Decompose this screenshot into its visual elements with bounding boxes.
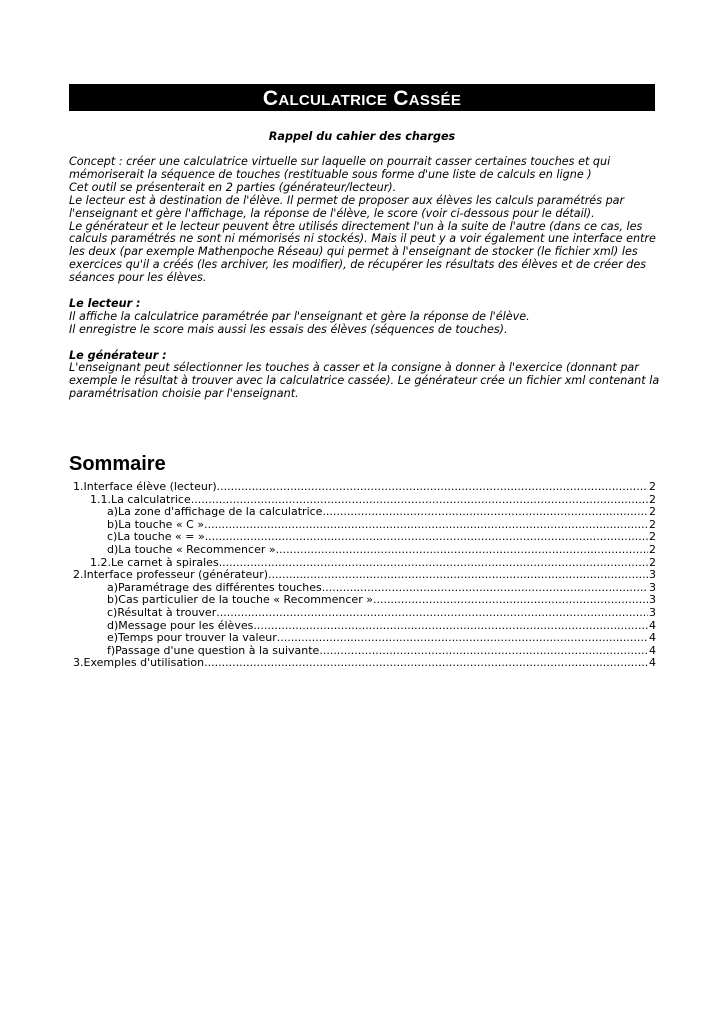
generateur-line: exemple le résultat à trouver avec la calculatrice cassée). Le générateur crée un fichier xml contenant la bbox=[69, 374, 660, 388]
toc-entry[interactable] bbox=[69, 657, 656, 670]
toc-entry[interactable] bbox=[69, 506, 656, 519]
document-title: Calculatrice Cassée bbox=[69, 84, 655, 111]
concept-line: calculs paramétrés ne sont ni mémorisés ni stockés). Mais il peut y a voir également une interface entre bbox=[69, 232, 656, 246]
concept-line: séances pour les élèves. bbox=[69, 271, 207, 285]
document-subtitle: Rappel du cahier des charges bbox=[268, 130, 456, 143]
toc-leader-dots bbox=[253, 620, 648, 633]
concept-line: Concept : créer une calculatrice virtuelle sur laquelle on pourrait casser certaines touches et qui bbox=[69, 155, 611, 168]
toc-page-number: 4 bbox=[649, 631, 656, 645]
toc-page-number: 4 bbox=[649, 643, 656, 657]
toc-entry-title: c)La touche « = » bbox=[107, 530, 205, 544]
toc-entry-title: 1.1.La calculatrice bbox=[90, 492, 191, 506]
toc-page-number: 2 bbox=[649, 480, 656, 493]
toc-page-number: 2 bbox=[649, 517, 656, 531]
toc-leader-dots bbox=[268, 569, 648, 582]
paragraph-spacer bbox=[69, 337, 661, 350]
toc-leader-dots bbox=[319, 645, 648, 658]
paragraph-spacer bbox=[69, 285, 661, 298]
toc-page-number: 2 bbox=[649, 555, 656, 569]
generateur-line: paramétrisation choisie par l'enseignant. bbox=[69, 387, 299, 401]
toc-entry-title: a)La zone d'affichage de la calculatrice bbox=[107, 505, 323, 519]
toc-entry-title: f)Passage d'une question à la suivante bbox=[107, 643, 320, 657]
concept-line: Cet outil se présenterait en 2 parties (générateur/lecteur). bbox=[69, 180, 397, 194]
toc-entry-title: b)Cas particulier de la touche « Recommencer » bbox=[107, 593, 373, 607]
generateur-line: L'enseignant peut sélectionner les touches à casser et la consigne à donner à l'exercice (donnant par bbox=[69, 361, 639, 375]
lecteur-heading: Le lecteur : bbox=[69, 296, 141, 310]
toc-page-number: 3 bbox=[649, 605, 656, 619]
table-of-contents bbox=[69, 481, 656, 670]
toc-entry-title: 2.Interface professeur (générateur) bbox=[73, 568, 269, 582]
toc-entry-title: d)La touche « Recommencer » bbox=[107, 542, 276, 556]
lecteur-line: Il enregistre le score mais aussi les essais des élèves (séquences de touches). bbox=[69, 322, 508, 336]
toc-leader-dots bbox=[277, 632, 648, 645]
toc-leader-dots bbox=[373, 594, 648, 607]
concept-line: exercices qu'il a créés (les archiver, les modifier), de récupérer les résultats des élèves et de créer des bbox=[69, 258, 647, 272]
toc-entry[interactable] bbox=[69, 481, 656, 494]
toc-entry-title: 3.Exemples d'utilisation bbox=[73, 656, 205, 670]
toc-page-number: 2 bbox=[649, 492, 656, 506]
concept-line: Le lecteur est à destination de l'élève. Il permet de proposer aux élèves les calculs paramétrés par bbox=[69, 193, 625, 207]
toc-page-number: 4 bbox=[649, 656, 656, 670]
toc-page-number: 3 bbox=[649, 568, 656, 582]
toc-entry[interactable] bbox=[69, 632, 656, 645]
toc-leader-dots bbox=[322, 506, 648, 519]
toc-leader-dots bbox=[276, 544, 648, 557]
toc-entry-title: b)La touche « C » bbox=[107, 517, 205, 531]
concept-line: les deux (par exemple Mathenpoche Réseau) qui permet à l'enseignant de stocker (le fichier xml) les bbox=[69, 245, 638, 259]
lecteur-line: Il affiche la calculatrice paramétrée par l'enseignant et gère la réponse de l'élève. bbox=[69, 309, 530, 323]
toc-page-number: 2 bbox=[649, 542, 656, 556]
toc-page-number: 4 bbox=[649, 618, 656, 632]
toc-leader-dots bbox=[217, 481, 648, 494]
concept-line: mémoriserait la séquence de touches (restituable sous forme d'une liste de calculs en ligne ) bbox=[69, 167, 592, 181]
toc-entry-title: 1.2.Le carnet à spirales bbox=[90, 555, 219, 569]
toc-entry-title: 1.Interface élève (lecteur) bbox=[73, 480, 217, 493]
toc-entry-title: a)Paramétrage des différentes touches bbox=[107, 580, 322, 594]
toc-entry-title: e)Temps pour trouver la valeur bbox=[107, 631, 277, 645]
toc-page-number: 2 bbox=[649, 530, 656, 544]
toc-entry-title: c)Résultat à trouver bbox=[107, 605, 217, 619]
sommaire-heading: Sommaire bbox=[69, 453, 166, 475]
toc-entry-title: d)Message pour les élèves bbox=[107, 618, 254, 632]
concept-line: l'enseignant et gère l'affichage, la réponse de l'élève, le score (voir ci-dessous pour le détail). bbox=[69, 206, 595, 220]
toc-page-number: 3 bbox=[649, 593, 656, 607]
toc-page-number: 2 bbox=[649, 505, 656, 519]
toc-entry[interactable] bbox=[69, 569, 656, 582]
toc-leader-dots bbox=[204, 657, 648, 670]
toc-leader-dots bbox=[204, 519, 648, 532]
generateur-heading: Le générateur : bbox=[69, 348, 167, 362]
toc-leader-dots bbox=[216, 607, 648, 620]
toc-entry[interactable] bbox=[69, 607, 656, 620]
toc-page-number: 3 bbox=[649, 580, 656, 594]
concept-line: Le générateur et le lecteur peuvent être utilisés directement l'un à la suite de l'autre (dans ce cas, les bbox=[69, 219, 643, 233]
toc-entry[interactable] bbox=[69, 544, 656, 557]
toc-leader-dots bbox=[219, 557, 648, 570]
document-body bbox=[69, 156, 661, 401]
